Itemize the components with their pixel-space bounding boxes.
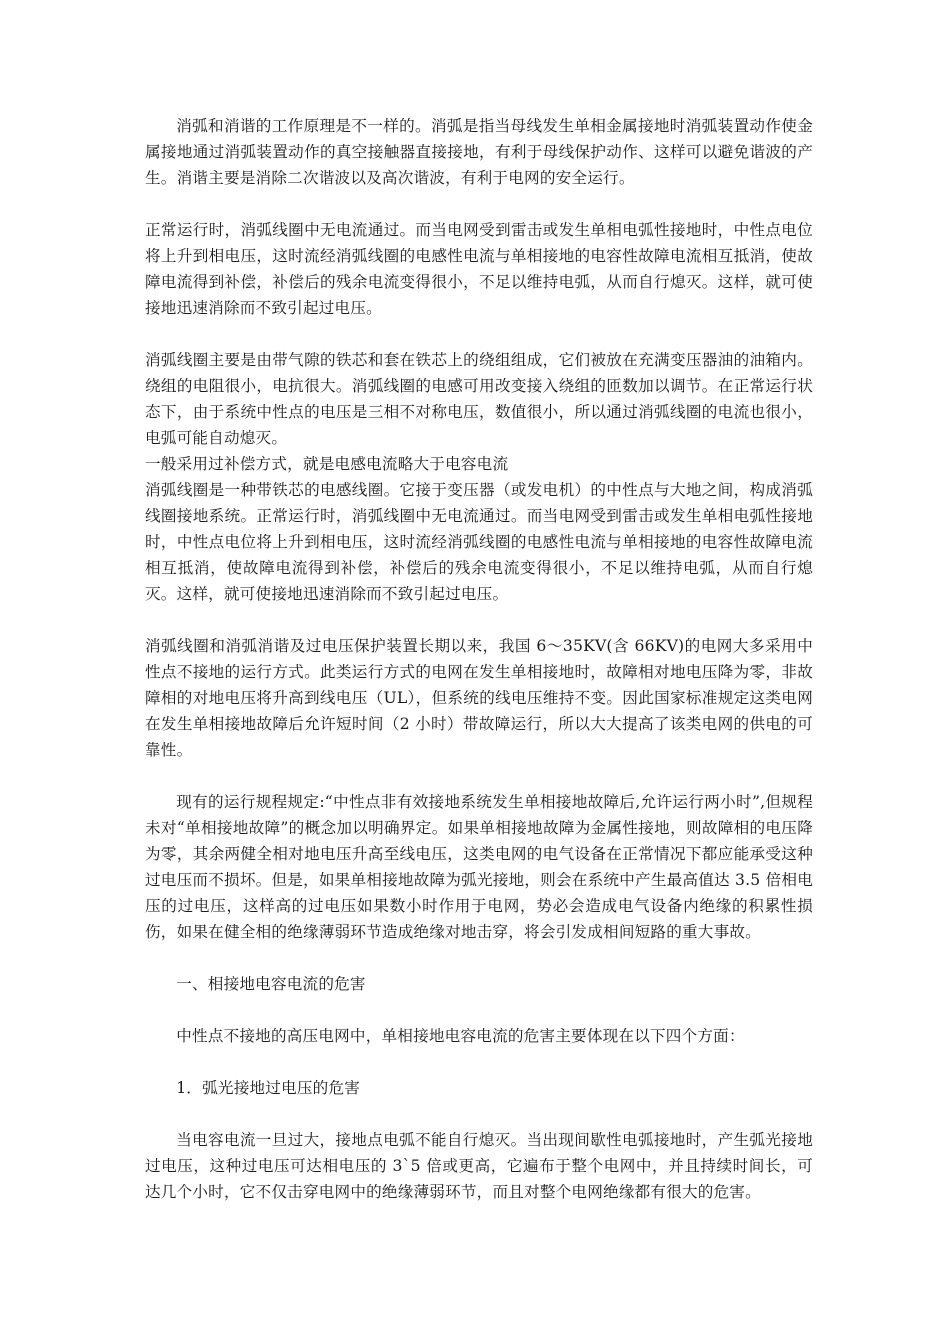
paragraph-coil-definition: 消弧线圈是一种带铁芯的电感线圈。它接于变压器（或发电机）的中性点与大地之间，构成消弧线圈接地系统。正常运行时，消弧线圈中无电流通过。而当电网受到雷击或发生单相电弧性接地时，中性点电位将上升到相电压，这时流经消弧线圈的电感性电流与单相接地的电容性故障电流相互抵消，使故障电流得到补偿，补偿后的残余电流变得很小，不足以维持电弧，从而自行熄灭。这样，就可使接地迅速消除而不致引起过电压。: [145, 481, 813, 603]
paragraph-four-aspects: 中性点不接地的高压电网中，单相接地电容电流的危害主要体现在以下四个方面：: [176, 1027, 745, 1045]
paragraph-overcompensation: 一般采用过补偿方式，就是电感电流略大于电容电流: [145, 455, 509, 473]
paragraph-regulations: 现有的运行规程规定:“中性点非有效接地系统发生单相接地故障后,允许运行两小时”,但规程未对“单相接地故障”的概念加以明确界定。如果单相接地故障为金属性接地，则故障相的电压降为零，其余两健全相对地电压升高至线电压，这类电网的电气设备在正常情况下都应能承受这种过电压而不损坏。但是，如果单相接地故障为弧光接地，则会在系统中产生最高值达 3.5 倍相电压的过电压，这样高的过电压如果数小时作用于电网，势必会造成电气设备内绝缘的积累性损伤，如果在健全相的绝缘薄弱环节造成绝缘对地击穿，将会引发成相间短路的重大事故。: [145, 793, 813, 941]
paragraph-arc-overvoltage: 当电容电流一旦过大，接地点电弧不能自行熄灭。当出现间歇性电弧接地时，产生弧光接地过电压，这种过电压可达相电压的 3`5 倍或更高，它遍布于整个电网中，并且持续时间长，可达几个小时，它不仅击穿电网中的绝缘薄弱环节，而且对整个电网绝缘都有很大的危害。: [145, 1131, 813, 1201]
document-body: [145, 113, 813, 1231]
subsection-heading-arc-overvoltage: 1．弧光接地过电压的危害: [176, 1079, 361, 1097]
paragraph-ungrounded-neutral: 消弧线圈和消弧消谐及过电压保护装置长期以来，我国 6～35KV(含 66KV)的电网大多采用中性点不接地的运行方式。此类运行方式的电网在发生单相接地时，故障相对地电压降为零，非故障相的对地电压将升高到线电压（UL），但系统的线电压维持不变。因此国家标准规定这类电网在发生单相接地故障后允许短时间（2 小时）带故障运行，所以大大提高了该类电网的供电的可靠性。: [145, 637, 813, 759]
paragraph-coil-structure: 消弧线圈主要是由带气隙的铁芯和套在铁芯上的绕组组成，它们被放在充满变压器油的油箱内。绕组的电阻很小，电抗很大。消弧线圈的电感可用改变接入绕组的匝数加以调节。在正常运行状态下，由于系统中性点的电压是三相不对称电压，数值很小，所以通过消弧线圈的电流也很小，电弧可能自动熄灭。: [145, 351, 813, 447]
section-heading-capacitive-current: 一、相接地电容电流的危害: [176, 975, 366, 993]
paragraph-arc-vs-harmonic: 消弧和消谐的工作原理是不一样的。消弧是指当母线发生单相金属接地时消弧装置动作使金属接地通过消弧装置动作的真空接触器直接接地，有利于母线保护动作、这样可以避免谐波的产生。消谐主要是消除二次谐波以及高次谐波，有利于电网的安全运行。: [145, 117, 813, 187]
paragraph-normal-operation: 正常运行时，消弧线圈中无电流通过。而当电网受到雷击或发生单相电弧性接地时，中性点电位将上升到相电压，这时流经消弧线圈的电感性电流与单相接地的电容性故障电流相互抵消，使故障电流得到补偿，补偿后的残余电流变得很小，不足以维持电弧，从而自行熄灭。这样，就可使接地迅速消除而不致引起过电压。: [145, 221, 813, 317]
